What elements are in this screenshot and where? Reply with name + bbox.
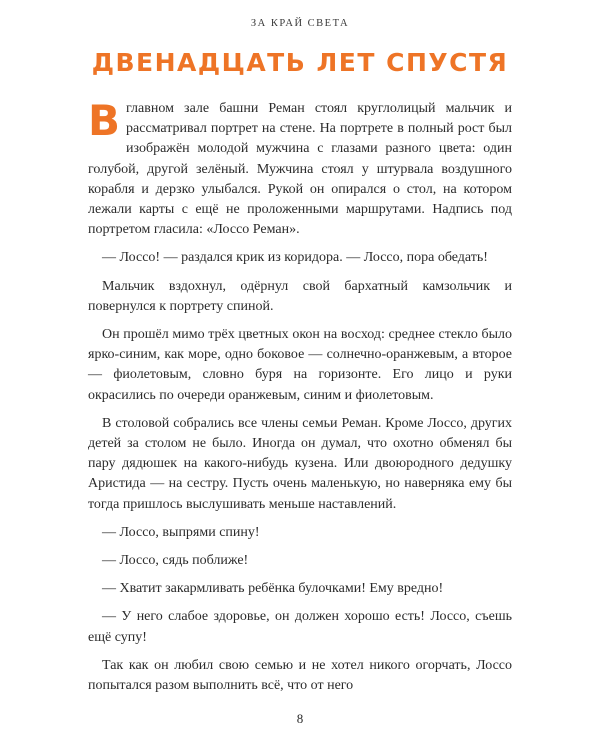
- running-head: ЗА КРАЙ СВЕТА: [250, 18, 350, 29]
- paragraph: Так как он любил свою семью и не хотел никого огорчать, Лоссо попытался разом выполнить всё, что от него: [88, 657, 512, 694]
- paragraph: — Лоссо, сядь поближе!: [102, 553, 249, 569]
- paragraph: [88, 96, 512, 240]
- paragraph-text: главном зале башни Реман стоял круглолицый мальчик и рассматривал портрет на стене. На портрете в полный рост был изображён молодой мужчина с глазами разного цвета: один голубой, другой зелёный. Мужчина стоял у штурвала воздушного корабля и дерзко улыбался. Рукой он опирался о стол, на котором лежали карты с ещё не проложенными маршрутами. Надпись под портретом гласила: «Лоссо Реман».: [88, 101, 512, 238]
- paragraph: — Лоссо! — раздался крик из коридора. — Лоссо, пора обедать!: [102, 250, 488, 266]
- chapter-title: ДВЕНАДЦАТЬ ЛЕТ СПУСТЯ: [91, 48, 509, 77]
- paragraph: Мальчик вздохнул, одёрнул свой бархатный камзольчик и повернулся к портрету спиной.: [88, 278, 512, 314]
- paragraph: — Хватит закармливать ребёнка булочками! Ему вредно!: [102, 581, 444, 597]
- paragraph: В столовой собрались все члены семьи Реман. Кроме Лоссо, других детей за столом не было. Иногда он думал, что охотно обменял бы пару дядюшек на какого-нибудь кузена. Или двоюродного дедушку Аристида — на сестру. Пусть очень маленькую, но наверняка ему бы тогда пришлось выслушивать меньше наставлений.: [88, 415, 512, 512]
- paragraph: — Лоссо, выпрями спину!: [102, 524, 260, 540]
- paragraph: — У него слабое здоровье, он должен хорошо есть! Лоссо, съешь ещё супу!: [88, 609, 512, 645]
- page-number: 8: [296, 711, 304, 726]
- paragraph: Он прошёл мимо трёх цветных окон на восход: среднее стекло было ярко-синим, как море, одно боковое — солнечно-оранжевым, а второе — фиолетовым, словно буря на горизонте. Его лицо и руки окрасились по очереди оранжевым, синим и фиолетовым.: [88, 327, 512, 403]
- drop-cap: В: [88, 96, 121, 145]
- body-text: [88, 96, 512, 704]
